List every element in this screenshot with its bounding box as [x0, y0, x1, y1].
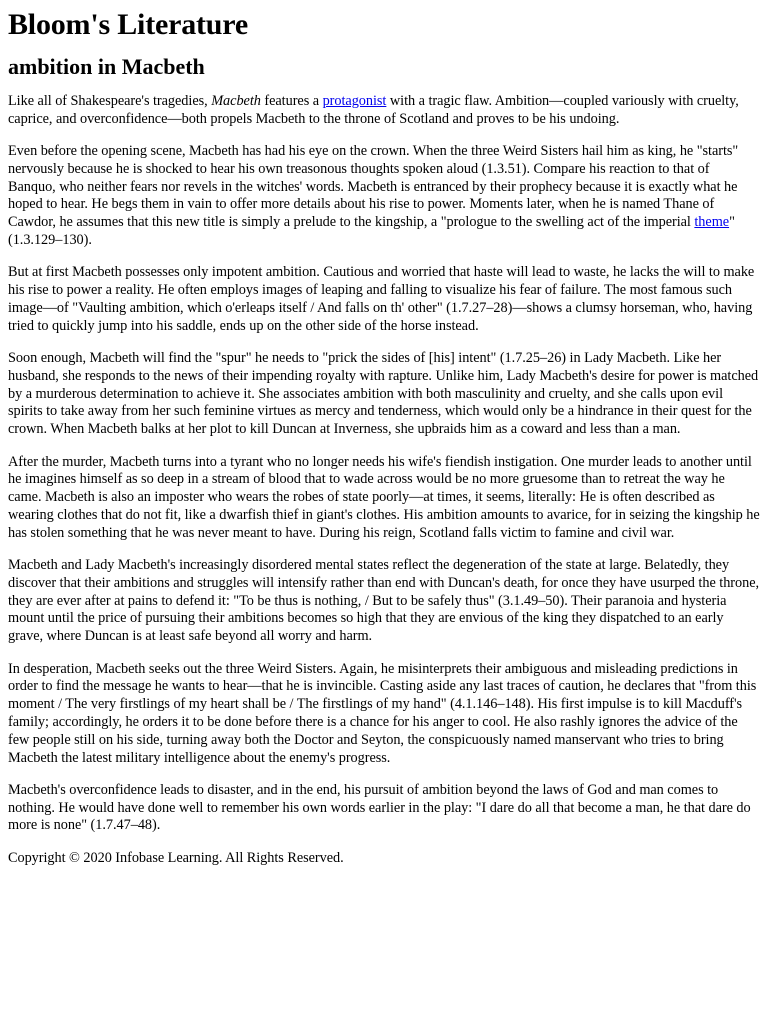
theme-link[interactable]: theme [694, 214, 730, 231]
paragraph-7: In desperation, Macbeth seeks out the three Weird Sisters. Again, he misinterprets their ambiguous and misleading predictions in order to find the message he wants to hear—that he is invincible. Casting aside any last traces of caution, he declares that "from this moment / The very firstlings of my heart shall be / The firstlings of my hand" (4.1.146–148). His first impulse is to kill Macduff's family; accordingly, he orders it to be done before there is a chance for his anger to cool. He also rashly ignores the advice of the few people still on his side, turning away both the Doctor and Seyton, the conspicuously named manservant who tries to bring Macbeth the latest military intelligence about the enemy's progress. [8, 660, 757, 766]
paragraph-8: Macbeth's overconfidence leads to disaster, and in the end, his pursuit of ambition beyond the laws of God and man comes to nothing. He would have done well to remember his own words earlier in the play: "I dare do all that become a man, he that dare do more is none" (1.7.47–48). [8, 781, 751, 834]
protagonist-link[interactable]: protagonist [322, 93, 387, 109]
paragraph-5: After the murder, Macbeth turns into a tyrant who no longer needs his wife's fiendish instigation. One murder leads to another until he imagines himself as so deep in a stream of blood that to wade across would be no more gruesome than to retreat the way he came. Macbeth is also an imposter who wears the robes of state poorly—at times, it seems, literally: He is often described as wearing clothes that do not fit, like a dwarfish thief in giant's clothes. His ambition amounts to avarice, for in seizing the kingship he has stolen something that he was never meant to have. During his reign, Scotland falls victim to famine and civil war. [8, 453, 760, 541]
paragraph-3: But at first Macbeth possesses only impotent ambition. Cautious and worried that haste will lead to waste, he lacks the will to make his rise to power a reality. He often employs images of leaping and falling to visualize his fear of failure. The most famous such image—of "Vaulting ambition, which o'erleaps itself / And falls on th' other" (1.7.27–28)—shows a clumsy horseman, who, having tried to quickly jump into his saddle, ends up on the other side of the horse instead. [8, 264, 755, 334]
paragraph-1: Like all of Shakespeare's tragedies, Macbeth features a protagonist with a tragic flaw. Ambition—coupled variously with cruelty, caprice, and overconfidence—both propels Macbeth to the throne of Scotland and proves to be his undoing. [8, 93, 739, 127]
copyright-notice: Copyright © 2020 Infobase Learning. All Rights Reserved. [8, 849, 344, 866]
paragraph-6: Macbeth and Lady Macbeth's increasingly disordered mental states reflect the degeneration of the state at large. Belatedly, they discover that their ambitions and struggles will intensify rather than end with Duncan's death, for once they have usurped the throne, they are ever after at pains to defend it: "To be thus is nothing, / But to be safely thus" (3.1.49–50). Their paranoia and hysteria mount until the price of pursuing their ambitions becomes so high that they are envious of the king they dispatched to an early grave, where Duncan is at least safe beyond all worry and harm. [8, 557, 760, 645]
paragraph-4: Soon enough, Macbeth will find the "spur" he needs to "prick the sides of [his] intent" (1.7.25–26) in Lady Macbeth. Like her husband, she responds to the news of their impending royalty with rapture. Unlike him, Lady Macbeth's desire for power is matched by a murderous determination to achieve it. She associates ambition with both masculinity and cruelty, and she calls upon evil spirits to take away from her such feminine virtues as mercy and tenderness, which would only be a hindrance in their quest for the crown. When Macbeth balks at her plot to kill Duncan at Inverness, she upbraids him as a coward and less than a man. [8, 350, 759, 438]
site-title: Bloom's Literature [8, 8, 248, 41]
paragraph-2: Even before the opening scene, Macbeth has had his eye on the crown. When the three Weird Sisters hail him as king, he "starts" nervously because he is shocked to hear his own treasonous thoughts spoken aloud (1.3.51). Compare his reaction to that of Banquo, who neither fears nor revels in the witches' words. Macbeth is entranced by their prophecy because it is exactly what he hoped to hear. He begs them in vain to offer more details about his rise to power. Moments later, when he is named Thane of Cawdor, he assumes that this new title is simply a prelude to the kingship, a "prologue to the swelling act of the imperial theme" (1.3.129–130). [8, 143, 739, 249]
article-heading: ambition in Macbeth [8, 54, 205, 79]
play-title: Macbeth [211, 93, 261, 109]
